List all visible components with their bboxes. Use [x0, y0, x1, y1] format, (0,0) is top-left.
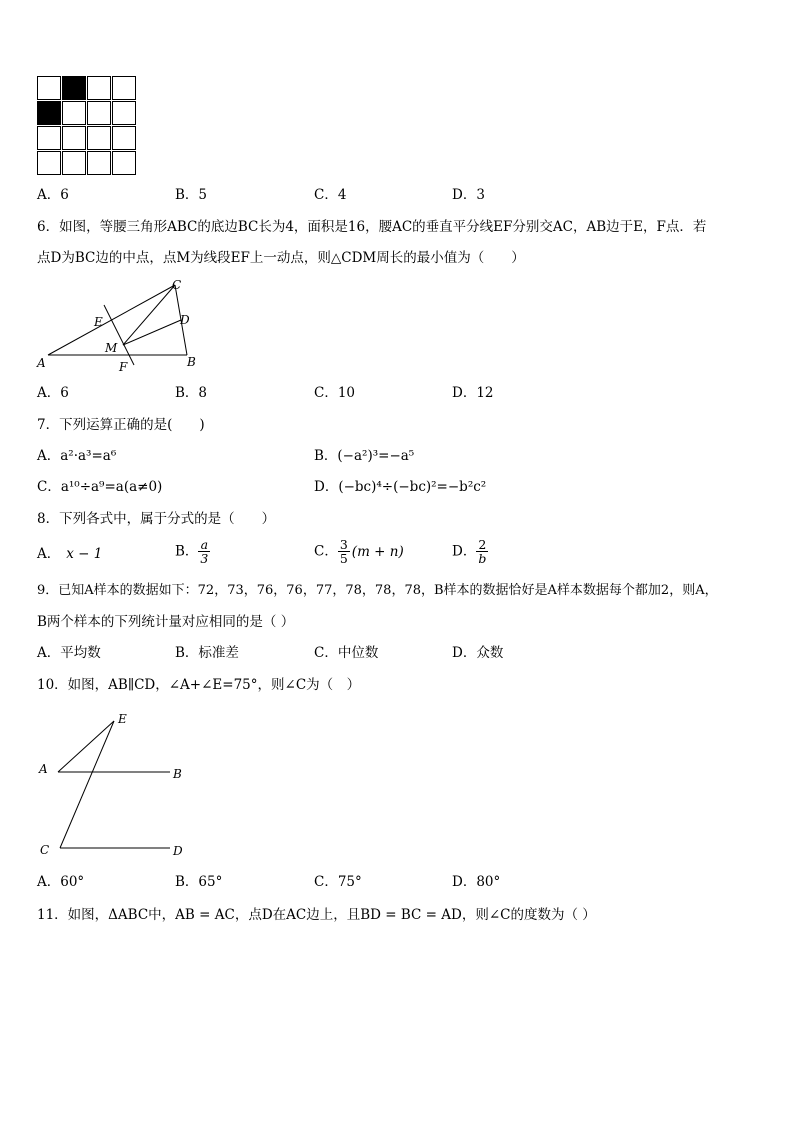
- q5-grid-figure: [37, 76, 137, 176]
- q8-option-c-label: C．: [314, 543, 338, 560]
- label-m: M: [105, 341, 118, 355]
- grid-cell: [87, 101, 111, 125]
- q7-option-a[interactable]: A．a²·a³=a⁶: [37, 448, 117, 464]
- q7-stem: 7．下列运算正确的是( ): [37, 417, 205, 433]
- q8-stem: 8．下列各式中，属于分式的是（ ）: [37, 511, 276, 527]
- q10-stem: 10．如图，AB∥CD，∠A+∠E=75°，则∠C为（ ）: [37, 677, 361, 693]
- q7-option-d[interactable]: D．(−bc)⁴÷(−bc)²=−b²c²: [314, 479, 487, 495]
- q5-option-a[interactable]: A．6: [37, 187, 69, 203]
- q8-option-d-label: D．: [452, 543, 477, 560]
- label-c: C: [172, 278, 182, 292]
- q11-stem: 11．如图，ΔABC中，AB = AC，点D在AC边上，且BD = BC = AD，则∠C的度数为（ ）: [37, 907, 596, 923]
- q5-option-b[interactable]: B．5: [175, 187, 208, 203]
- label-b: B: [173, 767, 182, 781]
- grid-cell: [87, 126, 111, 150]
- label-e: E: [94, 315, 103, 329]
- segment-mc: [123, 285, 175, 345]
- grid-cell: [87, 76, 111, 100]
- q8-option-b-fraction: [198, 538, 210, 565]
- q8-option-c-fraction: [338, 538, 350, 565]
- q6-triangle-figure: [30, 275, 210, 375]
- q8-option-d[interactable]: [452, 538, 488, 565]
- q8-option-a-label: A．: [37, 546, 61, 562]
- q10-option-c[interactable]: C．75°: [314, 874, 362, 890]
- q9-stem-line-1: 9．已知A样本的数据如下：72，73，76，76，77，78，78，78，B样本的数据恰好是A样本数据每个都加2，则A，: [37, 583, 718, 598]
- grid-cell: [112, 101, 136, 125]
- grid-cell: [112, 126, 136, 150]
- segment-ae: [58, 721, 114, 772]
- q8-option-b-label: B．: [175, 543, 199, 560]
- fraction-denominator: 5: [339, 551, 348, 566]
- fraction-denominator: 3: [200, 551, 209, 566]
- q10-parallel-lines-figure: [30, 705, 200, 865]
- q6-option-c[interactable]: C．10: [314, 385, 356, 401]
- q7-option-c[interactable]: C．a¹⁰÷a⁹=a(a≠0): [37, 479, 163, 495]
- fraction-numerator: 2: [476, 538, 488, 552]
- q6-option-d[interactable]: D．12: [452, 385, 494, 401]
- grid-cell: [62, 151, 86, 175]
- q9-option-c[interactable]: C．中位数: [314, 645, 379, 661]
- q8-option-c[interactable]: [314, 538, 404, 565]
- grid-cell: [62, 126, 86, 150]
- label-a: A: [37, 356, 46, 370]
- label-e: E: [118, 712, 127, 726]
- q9-option-a[interactable]: A．平均数: [37, 645, 101, 661]
- label-b: B: [187, 355, 196, 369]
- label-f: F: [119, 360, 128, 374]
- grid-cell: [37, 126, 61, 150]
- grid-cell: [37, 76, 61, 100]
- segment-ec: [60, 721, 114, 848]
- segment-md: [123, 320, 181, 345]
- q6-stem-line-1: 6．如图，等腰三角形ABC的底边BC长为4，面积是16，腰AC的垂直平分线EF分别交AC，AB边于E，F点．若: [37, 219, 707, 235]
- q9-option-b[interactable]: B．标准差: [175, 645, 239, 661]
- q8-option-b[interactable]: [175, 538, 210, 565]
- label-d: D: [173, 844, 183, 858]
- segment-ef: [104, 305, 134, 365]
- label-c: C: [40, 843, 50, 857]
- q7-option-b[interactable]: B．(−a²)³=−a⁵: [314, 448, 415, 464]
- q8-option-c-tail: (m + n): [351, 543, 404, 560]
- q10-option-a[interactable]: A．60°: [37, 874, 85, 890]
- grid-cell-filled: [37, 101, 61, 125]
- label-a: A: [39, 762, 48, 776]
- q10-option-b[interactable]: B．65°: [175, 874, 223, 890]
- grid-cell: [62, 101, 86, 125]
- q8-option-d-fraction: [476, 538, 488, 565]
- q6-option-a[interactable]: A．6: [37, 385, 69, 401]
- grid-cell-filled: [62, 76, 86, 100]
- grid-cell: [37, 151, 61, 175]
- q9-option-d[interactable]: D．众数: [452, 645, 504, 661]
- q10-option-d[interactable]: D．80°: [452, 874, 501, 890]
- grid-cell: [112, 151, 136, 175]
- q9-stem-line-2: B两个样本的下列统计量对应相同的是（ ）: [37, 614, 295, 630]
- fraction-denominator: b: [478, 551, 487, 566]
- fraction-numerator: 3: [339, 537, 348, 552]
- grid-cell: [112, 76, 136, 100]
- q8-option-a-expr: x − 1: [66, 546, 103, 562]
- q6-stem-line-2: 点D为BC边的中点，点M为线段EF上一动点，则△CDM周长的最小值为（ ）: [37, 250, 525, 266]
- q5-option-c[interactable]: C．4: [314, 187, 347, 203]
- q8-option-a[interactable]: [37, 545, 102, 563]
- q5-option-d[interactable]: D．3: [452, 187, 485, 203]
- label-d: D: [180, 313, 190, 327]
- fraction-numerator: a: [198, 538, 210, 552]
- grid-cell: [87, 151, 111, 175]
- q6-option-b[interactable]: B．8: [175, 385, 208, 401]
